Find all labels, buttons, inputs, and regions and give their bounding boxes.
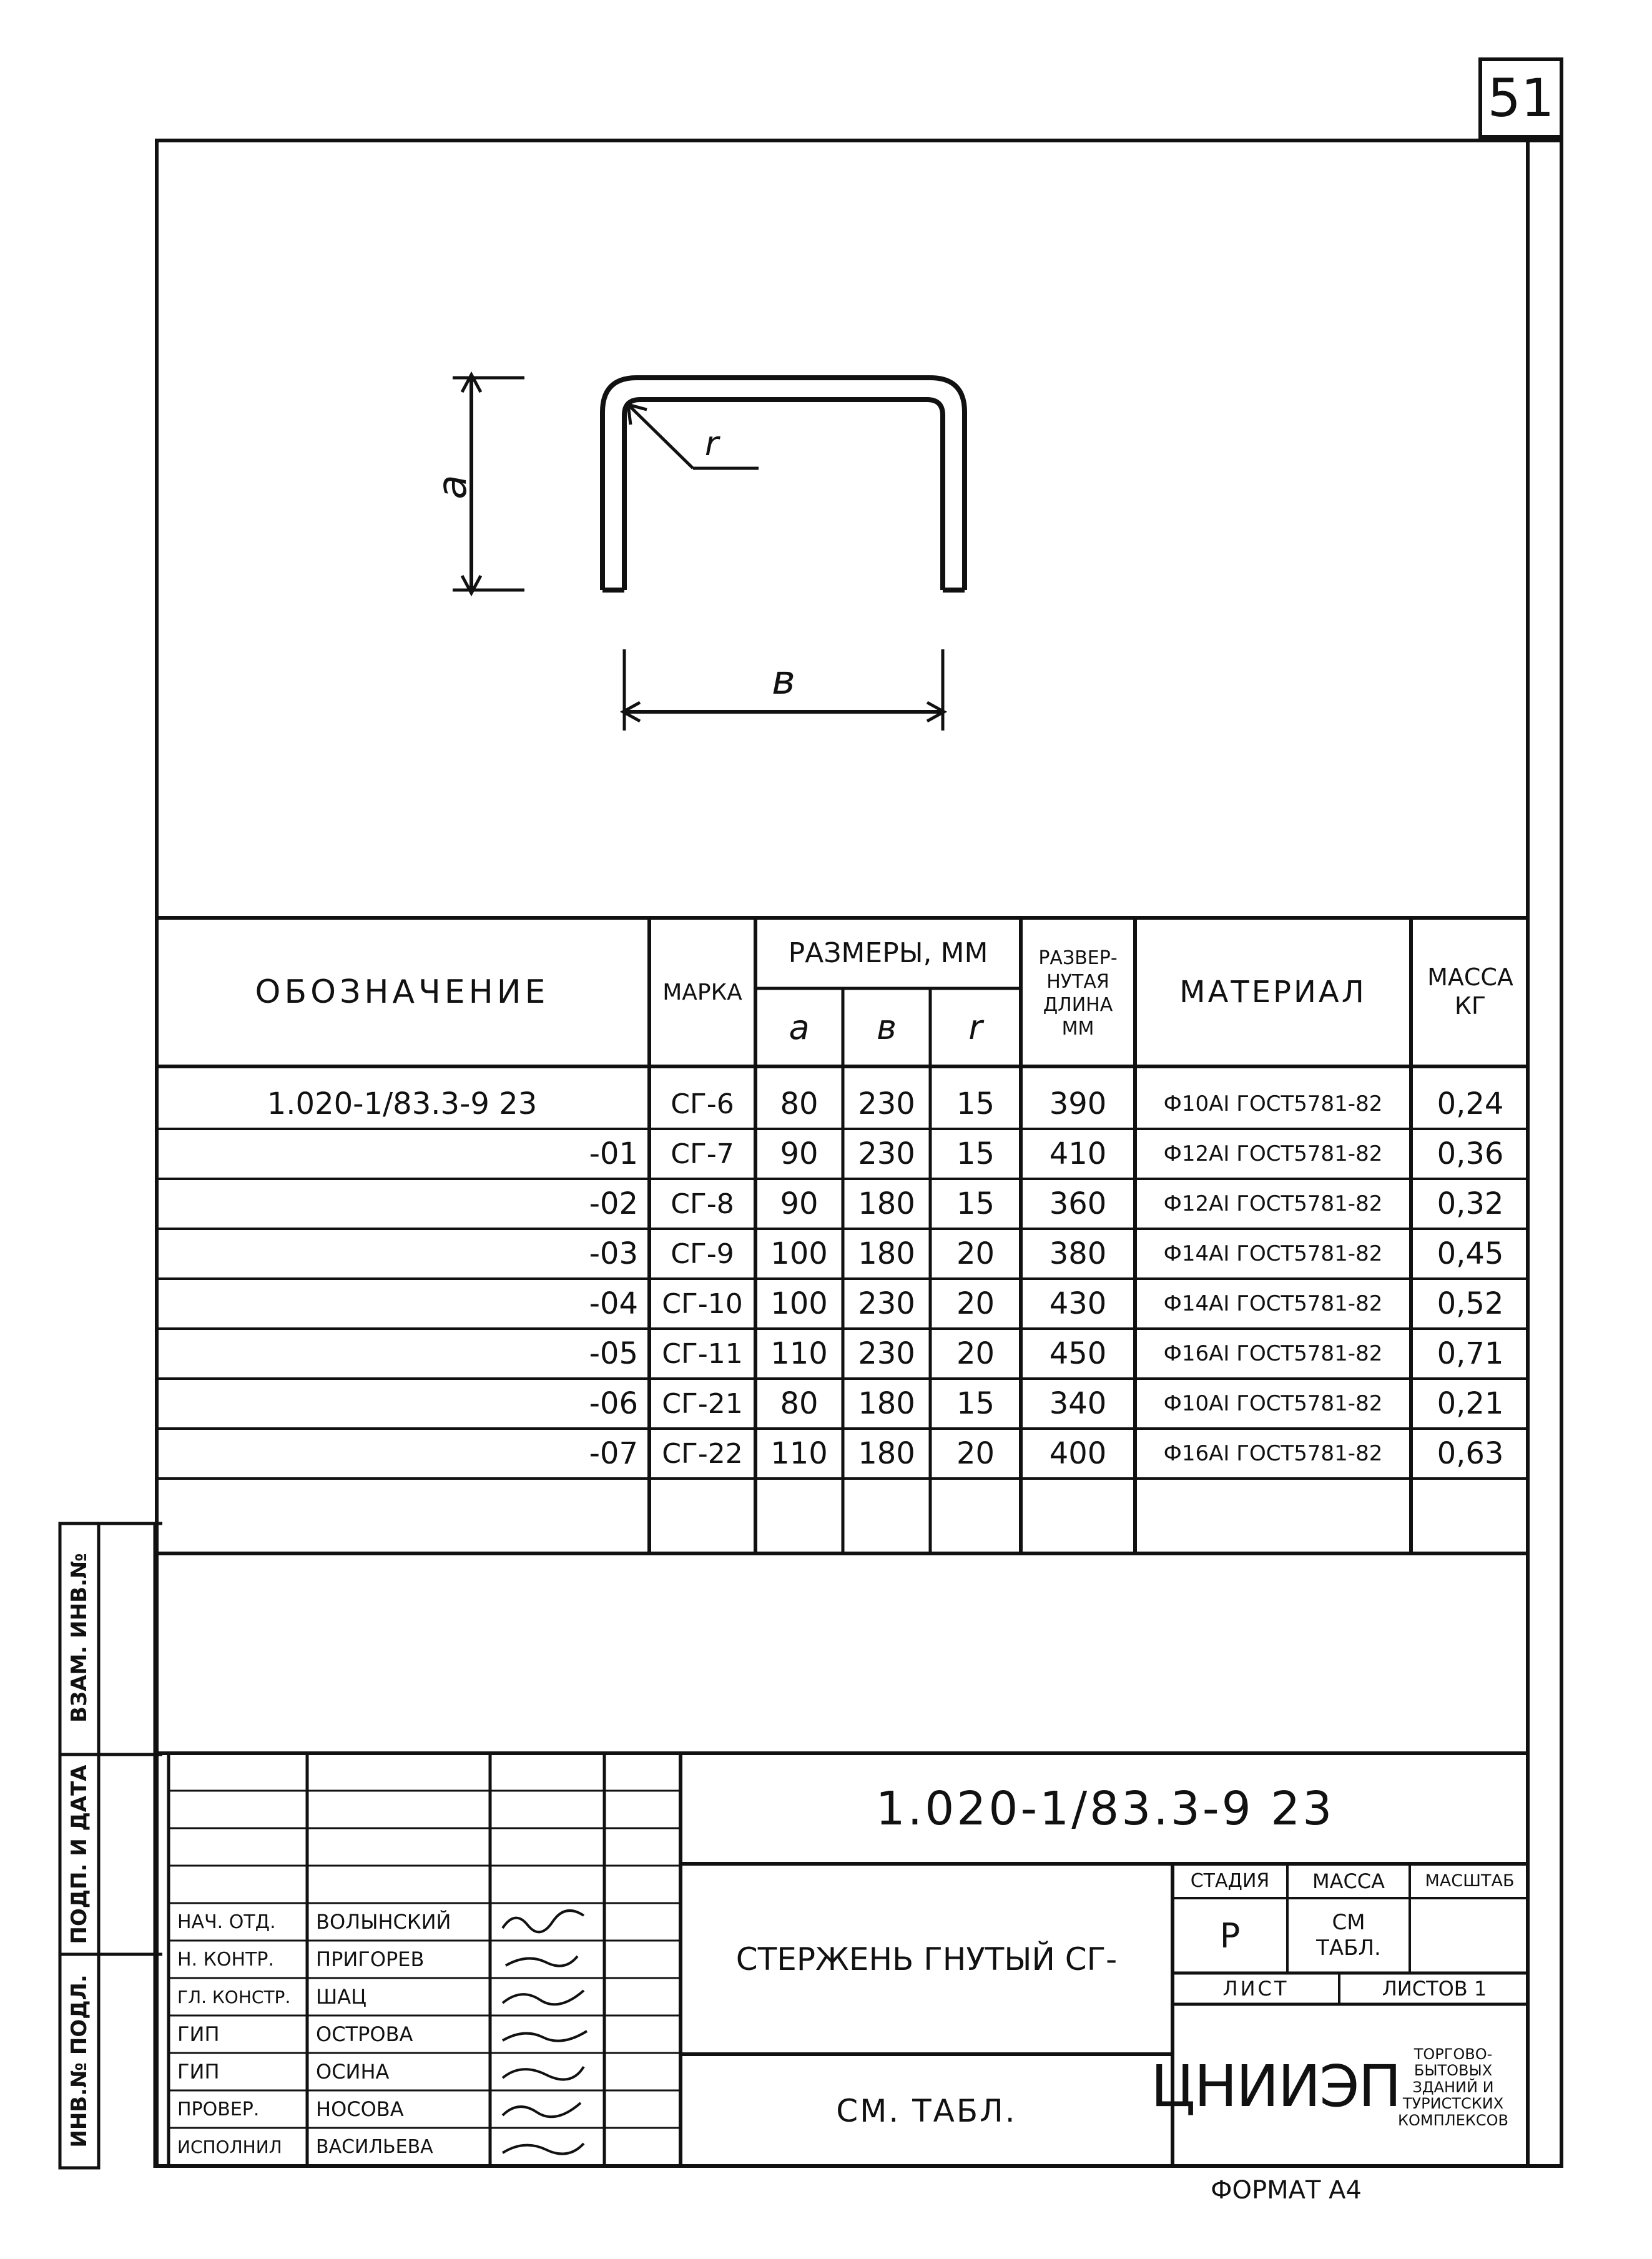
- row-b: 180: [858, 1236, 915, 1271]
- row-b: 180: [858, 1436, 915, 1471]
- row-mass: 0,32: [1437, 1186, 1504, 1221]
- row-mass: 0,36: [1437, 1136, 1504, 1171]
- row-material: Ф16АI ГОСТ5781-82: [1163, 1341, 1383, 1366]
- row-mass: 0,52: [1437, 1286, 1504, 1321]
- row-a: 110: [770, 1336, 828, 1371]
- row-mark: СГ-22: [662, 1437, 743, 1470]
- paper-format: ФОРМАТ А4: [1211, 2176, 1362, 2205]
- scale-label: МАСШТАБ: [1425, 1871, 1515, 1891]
- mass-label: МАССА: [1312, 1869, 1385, 1893]
- row-length: 430: [1049, 1286, 1107, 1321]
- row-material: Ф14АI ГОСТ5781-82: [1163, 1291, 1383, 1316]
- signature-role: НАЧ. ОТД.: [177, 1911, 276, 1933]
- header-material: МАТЕРИАЛ: [1179, 975, 1367, 1010]
- mass-value-line-2: ТАБЛ.: [1316, 1936, 1381, 1961]
- label-a: a: [430, 475, 476, 500]
- row-b: 230: [858, 1336, 915, 1371]
- row-length: 360: [1049, 1186, 1107, 1221]
- row-a: 90: [780, 1136, 819, 1171]
- header-length-line-2: НУТАЯ: [1046, 970, 1109, 993]
- header-length-line-1: РАЗВЕР-: [1038, 947, 1118, 969]
- signature-name: ВОЛЫНСКИЙ: [316, 1910, 451, 1934]
- signature-role: ГИП: [177, 2060, 220, 2084]
- org-description: [1377, 2009, 1530, 2165]
- org-logo: ЦНИИЭП: [1151, 2052, 1400, 2120]
- row-a: 90: [780, 1186, 819, 1221]
- signature-marks: [490, 1903, 604, 2168]
- row-material: Ф12АI ГОСТ5781-82: [1163, 1141, 1383, 1166]
- stamp-podp-data: ПОДП. И ДАТА: [67, 1764, 92, 1944]
- signature-name: НОСОВА: [316, 2097, 404, 2121]
- row-designation: -07: [589, 1436, 638, 1471]
- stamp-vzam-inv: ВЗАМ. ИНВ.№: [67, 1553, 92, 1723]
- signature-role: ГИП: [177, 2022, 220, 2046]
- signature-name: ОСИНА: [316, 2060, 390, 2084]
- row-length: 380: [1049, 1236, 1107, 1271]
- row-mass: 0,71: [1437, 1336, 1504, 1371]
- row-r: 20: [956, 1236, 995, 1271]
- row-mark: СГ-10: [662, 1287, 743, 1320]
- row-a: 80: [780, 1086, 819, 1121]
- row-b: 180: [858, 1386, 915, 1421]
- row-b: 230: [858, 1086, 915, 1121]
- drawing-title: СТЕРЖЕНЬ ГНУТЫЙ СГ-: [735, 1941, 1118, 1977]
- org-desc-line-4: ТУРИСТСКИХ: [1402, 2095, 1504, 2113]
- header-dim-a: a: [789, 1008, 810, 1047]
- row-a: 110: [770, 1436, 828, 1471]
- row-material: Ф10АI ГОСТ5781-82: [1163, 1091, 1383, 1116]
- row-mark: СГ-9: [671, 1238, 734, 1270]
- row-mass: 0,45: [1437, 1236, 1504, 1271]
- header-dimensions: РАЗМЕРЫ, ММ: [788, 937, 988, 969]
- org-desc-line-5: КОМПЛЕКСОВ: [1397, 2111, 1509, 2129]
- row-material: Ф10АI ГОСТ5781-82: [1163, 1391, 1383, 1416]
- sheets-label: ЛИСТОВ 1: [1382, 1977, 1487, 2001]
- row-designation: -06: [589, 1386, 638, 1421]
- row-r: 15: [956, 1386, 995, 1421]
- row-r: 15: [956, 1186, 995, 1221]
- header-mass-line-1: МАССА: [1427, 963, 1513, 992]
- org-desc-line-2: БЫТОВЫХ: [1414, 2062, 1493, 2080]
- header-dim-b: в: [877, 1008, 897, 1047]
- row-material: Ф16АI ГОСТ5781-82: [1163, 1441, 1383, 1466]
- row-a: 100: [770, 1236, 828, 1271]
- row-r: 20: [956, 1336, 995, 1371]
- header-length-line-3: ДЛИНА: [1043, 994, 1113, 1016]
- row-mass: 0,21: [1437, 1386, 1504, 1421]
- signature-name: ШАЦ: [316, 1985, 366, 2009]
- row-mark: СГ-11: [662, 1337, 743, 1370]
- row-mark: СГ-6: [671, 1088, 734, 1120]
- header-designation: ОБОЗНАЧЕНИЕ: [255, 973, 549, 1011]
- row-mark: СГ-7: [671, 1138, 734, 1170]
- row-b: 180: [858, 1186, 915, 1221]
- row-length: 400: [1049, 1436, 1107, 1471]
- signature-role: ПРОВЕР.: [177, 2098, 260, 2120]
- org-desc-line-1: ТОРГОВО-: [1414, 2045, 1493, 2064]
- stage-value: Р: [1219, 1916, 1241, 1956]
- signature-name: ОСТРОВА: [316, 2022, 413, 2046]
- signature-role: Н. КОНТР.: [177, 1948, 275, 1971]
- mass-value: [1287, 1898, 1410, 1973]
- row-r: 20: [956, 1286, 995, 1321]
- sheet-number: 51: [1487, 67, 1555, 129]
- row-designation: 1.020-1/83.3-9 23: [267, 1086, 538, 1121]
- row-a: 80: [780, 1386, 819, 1421]
- row-material: Ф14АI ГОСТ5781-82: [1163, 1241, 1383, 1266]
- row-length: 450: [1049, 1336, 1107, 1371]
- doc-number: 1.020-1/83.3-9 23: [875, 1781, 1335, 1836]
- row-r: 15: [956, 1086, 995, 1121]
- row-designation: -01: [589, 1136, 638, 1171]
- row-length: 390: [1049, 1086, 1107, 1121]
- row-designation: -05: [589, 1336, 638, 1371]
- row-length: 340: [1049, 1386, 1107, 1421]
- row-r: 20: [956, 1436, 995, 1471]
- row-material: Ф12АI ГОСТ5781-82: [1163, 1191, 1383, 1216]
- row-designation: -02: [589, 1186, 638, 1221]
- label-r: r: [704, 423, 719, 463]
- stage-label: СТАДИЯ: [1190, 1870, 1270, 1892]
- row-r: 15: [956, 1136, 995, 1171]
- row-length: 410: [1049, 1136, 1107, 1171]
- org-desc-line-3: ЗДАНИЙ И: [1412, 2078, 1494, 2096]
- row-mass: 0,63: [1437, 1436, 1504, 1471]
- signature-name: ПРИГОРЕВ: [316, 1947, 425, 1971]
- header-dim-r: r: [968, 1008, 983, 1047]
- header-mass-line-2: КГ: [1454, 992, 1487, 1020]
- drawing-subtitle: СМ. ТАБЛ.: [836, 2093, 1017, 2129]
- mass-value-line-1: СМ: [1332, 1910, 1365, 1936]
- signature-role: ГЛ. КОНСТР.: [177, 1986, 291, 2007]
- row-b: 230: [858, 1136, 915, 1171]
- row-mass: 0,24: [1437, 1086, 1504, 1121]
- row-designation: -04: [589, 1286, 638, 1321]
- stamp-inv-podl: ИНВ.№ ПОДЛ.: [67, 1974, 92, 2148]
- label-b: в: [772, 657, 795, 704]
- header-length-line-4: ММ: [1061, 1017, 1094, 1040]
- signature-role: ИСПОЛНИЛ: [177, 2136, 282, 2157]
- row-mark: СГ-21: [662, 1387, 743, 1420]
- header-mark: МАРКА: [662, 979, 742, 1005]
- row-a: 100: [770, 1286, 828, 1321]
- row-designation: -03: [589, 1236, 638, 1271]
- signature-name: ВАСИЛЬЕВА: [316, 2135, 433, 2158]
- row-mark: СГ-8: [671, 1188, 734, 1220]
- sheet-label: ЛИСТ: [1222, 1977, 1289, 2001]
- row-b: 230: [858, 1286, 915, 1321]
